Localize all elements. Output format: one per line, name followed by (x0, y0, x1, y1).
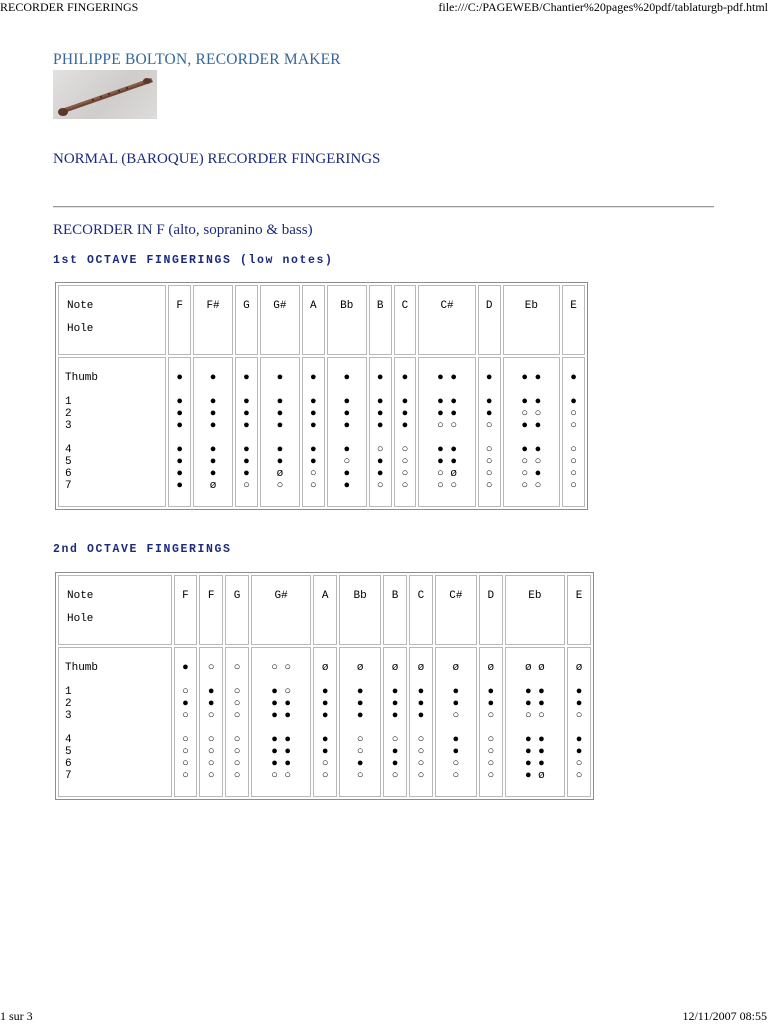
fingering-cell (260, 357, 300, 507)
fingering-dots: ● ○ ● ○ ○ ○ ○ ○ (182, 662, 189, 782)
hole-labels (58, 647, 172, 797)
octave1-heading: 1st OCTAVE FINGERINGS (low notes) (53, 254, 334, 267)
note-header (479, 575, 503, 645)
fingering-cell (394, 357, 417, 507)
note-label: A (310, 300, 317, 312)
recorder-heading: RECORDER IN F (alto, sopranino & bass) (53, 222, 313, 238)
note-header (562, 285, 585, 355)
note-label: E (575, 590, 583, 602)
fingering-dots: ● ● ● ● ● ● ● ø (209, 372, 217, 492)
note-header (313, 575, 337, 645)
note-label: G (233, 590, 241, 602)
fingering-dots: ● ● ● ● ○ ● ● ○ (376, 372, 384, 492)
note-label: Eb (528, 590, 542, 602)
note-label: E (570, 300, 577, 312)
fingering-cell (174, 647, 198, 797)
fingering-cell (383, 647, 407, 797)
recorder-photo (53, 70, 157, 119)
fingering-cell (562, 357, 585, 507)
note-label: G# (273, 300, 287, 312)
fingering-cell (435, 647, 477, 797)
table-fingering-row (58, 357, 585, 507)
fingering-cell (327, 357, 367, 507)
note-header (235, 285, 258, 355)
note-label: C (401, 300, 409, 312)
fingering-cell (567, 647, 591, 797)
fingering-cell (168, 357, 191, 507)
page-number: 1 sur 3 (0, 1009, 33, 1023)
note-header (418, 285, 476, 355)
fingering-dots: ø ø ● ● ● ● ○ ○ ● ● ● ● ● ● ● ø (524, 662, 545, 782)
note-label: G# (274, 590, 288, 602)
fingering-dots: ● ● ● ● ● ● ● ○ (243, 372, 250, 492)
fingering-cell (503, 357, 561, 507)
note-header (383, 575, 407, 645)
corner-cell: Note Hole (58, 575, 172, 645)
table-header-row (58, 575, 591, 645)
note-label: Bb (353, 590, 367, 602)
fingering-cell (235, 357, 258, 507)
fingering-dots: ● ● ● ● ● ● ○ ○ ● ● ● ● ○ ø ○ ○ (437, 372, 457, 492)
divider (53, 206, 714, 208)
browser-url: file:///C:/PAGEWEB/Chantier%20pages%20pdf/tablaturgb-pdf.html (438, 0, 768, 14)
table-header-row (58, 285, 585, 355)
fingering-dots: ● ● ● ● ● ● ○ ○ (310, 372, 317, 492)
corner-cell: Note Hole (58, 285, 166, 355)
table-fingering-row (58, 647, 591, 797)
fingering-cell (313, 647, 337, 797)
fingering-dots: ø ● ● ● ● ● ○ ○ (321, 662, 329, 782)
note-label: C# (440, 300, 454, 312)
note-header (503, 285, 561, 355)
note-header (260, 285, 300, 355)
fingering-cell (418, 357, 476, 507)
fingering-cell (339, 647, 381, 797)
note-header (369, 285, 392, 355)
note-header (567, 575, 591, 645)
print-timestamp: 12/11/2007 08:55 (682, 1009, 767, 1023)
maker-heading: PHILIPPE BOLTON, RECORDER MAKER (53, 51, 341, 68)
note-header (225, 575, 249, 645)
browser-title: RECORDER FINGERINGS (0, 0, 139, 14)
note-header (302, 285, 325, 355)
hole-label-list: Thumb 1 2 3 4 5 6 7 (65, 662, 99, 782)
page-title: NORMAL (BAROQUE) RECORDER FINGERINGS (53, 151, 381, 167)
fingering-dots: ø ● ● ○ ● ● ○ ○ (452, 662, 460, 782)
fingering-cell (409, 647, 433, 797)
fingering-dots: ø ● ● ○ ○ ○ ○ ○ (487, 662, 495, 782)
note-label: C# (449, 590, 463, 602)
fingering-dots: ● ● ● ○ ○ ○ ○ ○ (485, 372, 493, 492)
note-header (394, 285, 417, 355)
note-label: C (417, 590, 425, 602)
note-label: F (207, 590, 215, 602)
fingering-dots: ● ● ● ● ● ● ● ● (176, 372, 183, 492)
note-label: D (487, 590, 495, 602)
fingering-dots: ø ● ● ● ○ ● ● ○ (391, 662, 399, 782)
note-label: F (176, 300, 183, 312)
octave2-heading: 2nd OCTAVE FINGERINGS (53, 543, 232, 556)
note-header (251, 575, 311, 645)
note-header (435, 575, 477, 645)
fingering-table-octave2 (55, 572, 594, 800)
fingering-cell (225, 647, 249, 797)
fingering-dots: ● ● ○ ○ ○ ○ ○ ○ (570, 372, 577, 492)
fingering-cell (369, 357, 392, 507)
note-header (199, 575, 223, 645)
note-header (478, 285, 501, 355)
fingering-cell (479, 647, 503, 797)
fingering-dots: ○ ● ● ○ ○ ○ ○ ○ (207, 662, 215, 782)
fingering-cell (478, 357, 501, 507)
note-header (339, 575, 381, 645)
fingering-dots: ● ● ● ● ● ● ø ○ (276, 372, 284, 492)
note-header (327, 285, 367, 355)
note-label: Bb (340, 300, 354, 312)
fingering-dots: ø ● ● ● ○ ○ ● ○ (356, 662, 364, 782)
fingering-table-octave1 (55, 282, 588, 510)
hole-label-list: Thumb 1 2 3 4 5 6 7 (65, 372, 99, 492)
fingering-dots: ø ● ● ○ ● ● ○ ○ (575, 662, 583, 782)
note-label: G (243, 300, 250, 312)
fingering-dots: ø ● ● ● ○ ○ ○ ○ (417, 662, 425, 782)
note-header (193, 285, 233, 355)
note-label: B (391, 590, 399, 602)
fingering-cell (251, 647, 311, 797)
note-header (174, 575, 198, 645)
note-header (505, 575, 565, 645)
note-label: B (376, 300, 384, 312)
fingering-dots: ● ● ● ● ○ ○ ○ ○ (401, 372, 409, 492)
fingering-cell (199, 647, 223, 797)
note-label: Eb (524, 300, 538, 312)
fingering-cell (302, 357, 325, 507)
note-label: F (182, 590, 189, 602)
hole-labels (58, 357, 166, 507)
note-header (409, 575, 433, 645)
fingering-dots: ● ● ● ● ○ ○ ● ● ● ● ○ ○ ○ ● ○ ○ (521, 372, 542, 492)
note-label: D (485, 300, 493, 312)
note-label: A (321, 590, 329, 602)
note-label: F# (206, 300, 220, 312)
note-header (168, 285, 191, 355)
fingering-dots: ● ● ● ● ● ○ ● ● (343, 372, 351, 492)
recorder-icon (53, 70, 157, 119)
fingering-cell (193, 357, 233, 507)
fingering-dots: ○ ○ ● ○ ● ● ● ● ● ● ● ● ● ● ○ ○ (271, 662, 292, 782)
fingering-dots: ○ ○ ○ ○ ○ ○ ○ ○ (233, 662, 241, 782)
fingering-cell (505, 647, 565, 797)
